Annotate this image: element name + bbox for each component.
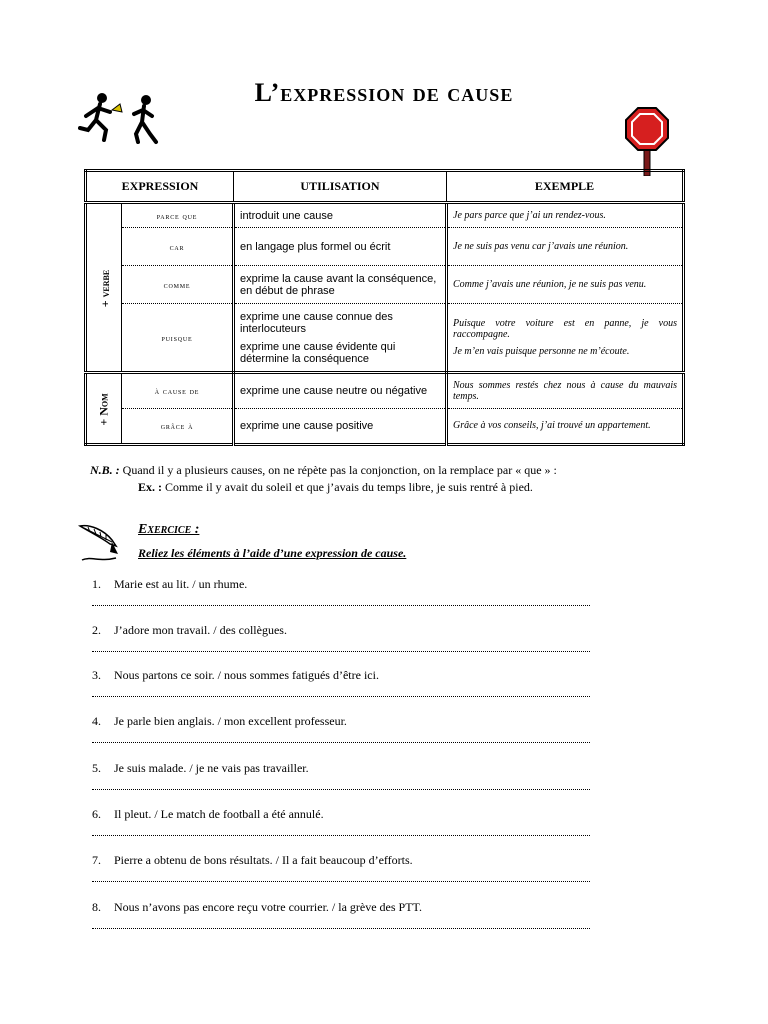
item-text: Nous partons ce soir. / nous sommes fatigués d’être ici.	[114, 668, 379, 682]
exercise-item	[92, 807, 592, 822]
exercise-title: Exercice :	[138, 522, 200, 537]
usage-cell	[234, 203, 447, 228]
header-exemple: EXEMPLE	[447, 171, 684, 203]
stop-sign-icon	[624, 106, 670, 176]
table-row	[86, 228, 684, 266]
example-cell	[447, 373, 684, 409]
item-number: 6.	[92, 807, 101, 821]
usage-cell	[234, 266, 447, 304]
expression-cell: puisque	[122, 304, 234, 373]
expression-cell: grâce à	[122, 409, 234, 445]
expression-cell: car	[122, 228, 234, 266]
example-text: Comme j’avais une réunion, je ne suis pas venu.	[453, 278, 647, 290]
exercise-item	[92, 761, 592, 776]
usage-cell	[234, 373, 447, 409]
table-row	[86, 373, 684, 409]
example-text: Grâce à vos conseils, j’ai trouvé un appartement.	[453, 420, 651, 432]
usage-text: exprime une cause connue des interlocuteurs	[240, 310, 393, 335]
item-text: Nous n’avons pas encore reçu votre courrier. / la grève des PTT.	[114, 900, 422, 914]
expression-cell: comme	[122, 266, 234, 304]
cause-expression-table	[84, 169, 685, 446]
answer-line[interactable]	[92, 928, 590, 929]
usage-text: exprime une cause neutre ou négative	[240, 385, 428, 397]
nb-text: Quand il y a plusieurs causes, on ne répète pas la conjonction, on la remplace par « que » :	[119, 463, 557, 477]
item-number: 5.	[92, 761, 101, 775]
exercise-item	[92, 668, 592, 683]
expression-cell: parce que	[122, 203, 234, 228]
example-cell	[447, 266, 684, 304]
item-number: 8.	[92, 900, 101, 914]
item-number: 2.	[92, 623, 101, 637]
header-expression: EXPRESSION	[86, 171, 234, 203]
exercise-item	[92, 900, 592, 915]
usage-cell	[234, 228, 447, 266]
answer-line[interactable]	[92, 651, 590, 652]
answer-line[interactable]	[92, 742, 590, 743]
answer-line[interactable]	[92, 835, 590, 836]
item-text: Je suis malade. / je ne vais pas travailler.	[114, 761, 309, 775]
table-row	[86, 203, 684, 228]
usage-text: exprime la cause avant la conséquence, en début de phrase	[240, 272, 437, 297]
page-title: L’expression de cause	[254, 78, 514, 107]
note-example-line	[90, 479, 557, 496]
usage-text: introduit une cause	[240, 209, 333, 222]
usage-cell	[234, 409, 447, 445]
item-number: 3.	[92, 668, 101, 682]
example-text: Je m’en vais puisque personne ne m’écoute.	[453, 345, 630, 357]
answer-line[interactable]	[92, 696, 590, 697]
answer-line[interactable]	[92, 789, 590, 790]
note-block	[90, 462, 557, 496]
usage-text: exprime une cause positive	[240, 420, 374, 432]
nb-label: N.B. :	[90, 463, 120, 477]
example-text: Nous sommes restés chez nous à cause du mauvais temps.	[453, 379, 677, 402]
exercise-item	[92, 714, 592, 729]
example-cell	[447, 409, 684, 445]
example-cell	[447, 304, 684, 373]
example-text: Je ne suis pas venu car j’avais une réunion.	[453, 240, 629, 252]
ex-text: Comme il y avait du soleil et que j’avais du temps libre, je suis rentré à pied.	[162, 480, 533, 494]
item-number: 1.	[92, 577, 101, 591]
example-cell	[447, 228, 684, 266]
category-label: + Nom	[96, 392, 111, 426]
item-text: J’adore mon travail. / des collègues.	[114, 623, 287, 637]
category-label: + verbe	[98, 269, 113, 307]
exercise-item	[92, 853, 592, 868]
category-verbe	[86, 203, 122, 373]
table-row	[86, 409, 684, 445]
table-header-row	[86, 171, 684, 203]
usage-text: exprime une cause évidente qui détermine la conséquence	[240, 340, 396, 365]
category-nom	[86, 373, 122, 445]
runners-icon	[76, 90, 172, 146]
exercise-item	[92, 623, 592, 638]
item-text: Pierre a obtenu de bons résultats. / Il a fait beaucoup d’efforts.	[114, 853, 413, 867]
example-text: Je pars parce que j’ai un rendez-vous.	[453, 209, 606, 221]
usage-text: en langage plus formel ou écrit	[240, 240, 391, 253]
ex-label: Ex. :	[138, 480, 162, 494]
table-row	[86, 266, 684, 304]
item-number: 7.	[92, 853, 101, 867]
exercise-instruction: Reliez les éléments à l’aide d’une expression de cause.	[138, 546, 407, 560]
item-text: Marie est au lit. / un rhume.	[114, 577, 248, 591]
example-text: Puisque votre voiture est en panne, je vous raccompagne.	[453, 317, 677, 341]
table-row	[86, 304, 684, 373]
note-line	[90, 462, 557, 479]
item-text: Je parle bien anglais. / mon excellent professeur.	[114, 714, 347, 728]
header-utilisation: UTILISATION	[234, 171, 447, 203]
answer-line[interactable]	[92, 881, 590, 882]
item-number: 4.	[92, 714, 101, 728]
item-text: Il pleut. / Le match de football a été annulé.	[114, 807, 324, 821]
usage-cell	[234, 304, 447, 373]
quill-pen-icon	[76, 520, 120, 564]
answer-line[interactable]	[92, 605, 590, 606]
example-cell	[447, 203, 684, 228]
expression-cell: à cause de	[122, 373, 234, 409]
exercise-item	[92, 577, 592, 592]
